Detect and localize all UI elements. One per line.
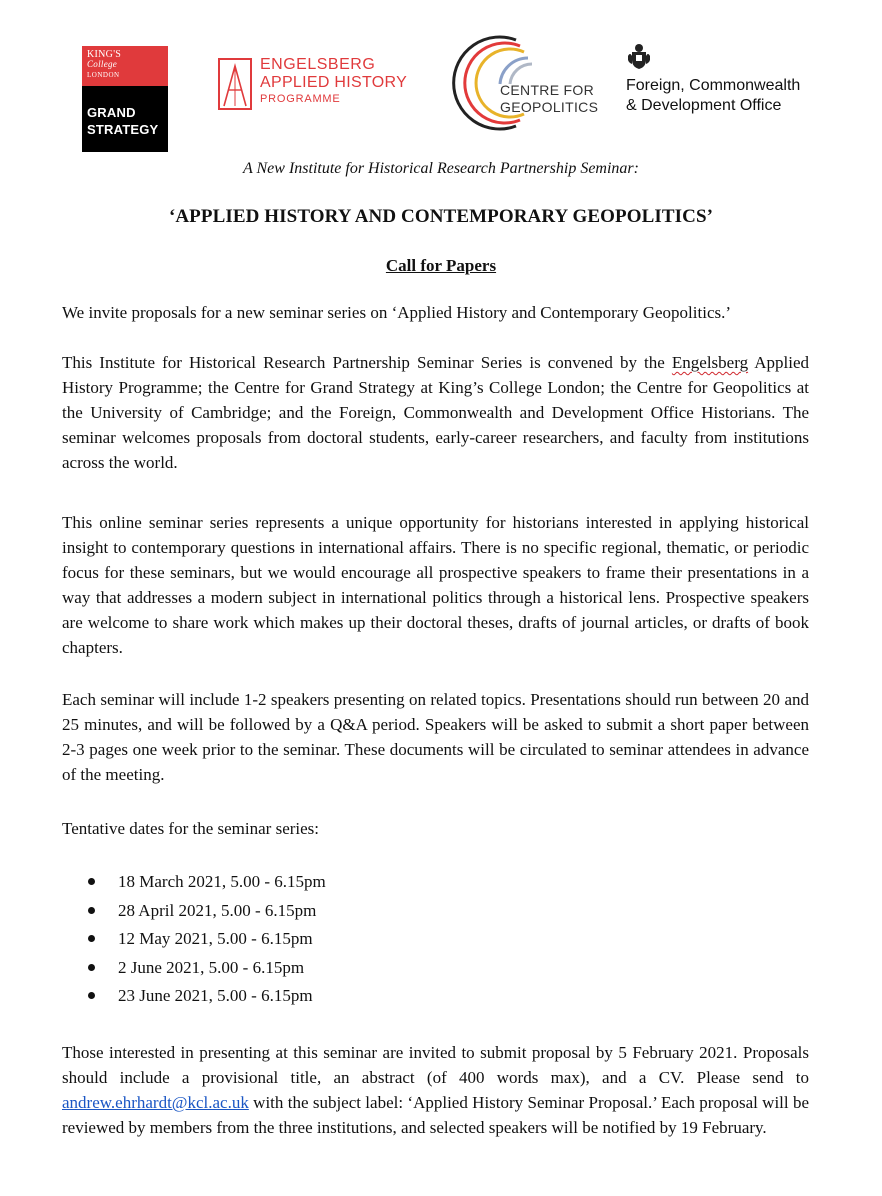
engelsberg-line3: PROGRAMME (260, 93, 341, 105)
list-item (88, 868, 326, 897)
spellcheck-flagged-word: Engelsberg (671, 353, 749, 372)
conveners-text-b: Applied History Programme; the Centre for Grand Strategy at King’s College London; the Centre for Geopolitics at the University of Cambridge; and the Foreign, Commonwealth and Development Office Historians. The seminar welcomes proposals from doctoral students, early-career researchers, and faculty from institutions across the world. (62, 353, 809, 472)
opportunity-paragraph: This online seminar series represents a unique opportunity for historians interested in applying historical insight to contemporary questions in international affairs. There is no specific regional, thematic, or periodic focus for these seminars, but we would encourage all prospective speakers to frame their presentations in a way that addresses a modern subject in international politics through a historical lens. Prospective speakers are welcome to share work which makes up their doctoral theses, drafts of journal articles, or drafts of book chapters. (62, 513, 809, 657)
centre-for-geopolitics-logo (440, 32, 610, 132)
call-for-papers-heading: Call for Papers (385, 256, 497, 275)
logo-bar (0, 28, 882, 138)
list-item (88, 982, 326, 1011)
date-text: 18 March 2021, 5.00 - 6.15pm (118, 872, 326, 891)
kcl-grand-strategy-logo (82, 46, 168, 152)
submission-text-b: with the subject label: ‘Applied History Seminar Proposal.’ Each proposal will be reviewed by members from the three institutions, and selected speakers will be notified by 19 February. (62, 1093, 809, 1137)
seminar-title: ‘APPLIED HISTORY AND CONTEMPORARY GEOPOLITICS’ (168, 206, 714, 227)
engelsberg-logo (218, 56, 418, 136)
cfg-text (500, 82, 598, 116)
format-paragraph: Each seminar will include 1-2 speakers presenting on related topics. Presentations should run between 20 and 25 minutes, and will be followed by a Q&A period. Speakers will be asked to submit a short paper between 2-3 pages one week prior to the seminar. These documents will be circulated to seminar attendees in advance of the meeting. (62, 690, 809, 784)
kcl-grand: GRAND (87, 105, 136, 120)
bullet-icon (88, 907, 95, 914)
engelsberg-line2: APPLIED HISTORY (260, 74, 408, 91)
engelsberg-line1: ENGELSBERG (260, 56, 376, 73)
bullet-icon (88, 992, 95, 999)
kcl-line2: College (87, 59, 118, 69)
kcl-line1: KING'S (87, 49, 122, 60)
royal-crest-icon (626, 42, 652, 70)
kcl-red-block (82, 46, 168, 86)
date-text: 23 June 2021, 5.00 - 6.15pm (118, 986, 313, 1005)
date-text: 12 May 2021, 5.00 - 6.15pm (118, 929, 313, 948)
bullet-icon (88, 878, 95, 885)
email-link[interactable]: andrew.ehrhardt@kcl.ac.uk (62, 1093, 249, 1112)
list-item (88, 897, 326, 926)
fcdo-line1: Foreign, Commonwealth (626, 77, 801, 94)
fcdo-logo (626, 42, 826, 122)
cfg-line2: GEOPOLITICS (500, 99, 599, 115)
kcl-strategy: STRATEGY (87, 122, 159, 137)
cfg-line1: CENTRE FOR (500, 82, 594, 98)
engelsberg-a-mark-icon (218, 58, 252, 110)
list-item (88, 925, 326, 954)
fcdo-line2: & Development Office (626, 97, 782, 114)
bullet-icon (88, 935, 95, 942)
intro-paragraph: We invite proposals for a new seminar series on ‘Applied History and Contemporary Geopolitics.’ (62, 303, 732, 322)
submission-paragraph (62, 1040, 809, 1140)
list-item (88, 954, 326, 983)
date-text: 2 June 2021, 5.00 - 6.15pm (118, 957, 305, 977)
conveners-paragraph (62, 350, 809, 475)
dates-intro: Tentative dates for the seminar series: (62, 819, 320, 838)
dates-list (88, 868, 326, 1011)
bullet-icon (88, 964, 95, 971)
engelsberg-text (260, 56, 407, 106)
conveners-text-a: This Institute for Historical Research Partnership Seminar Series is convened by the (62, 353, 672, 372)
kcl-line3: LONDON (87, 71, 120, 79)
submission-text-a: Those interested in presenting at this seminar are invited to submit proposal by 5 February 2021. Proposals should include a provisional title, an abstract (of 400 words max), and a CV. Please send to (62, 1043, 809, 1087)
date-text: 28 April 2021, 5.00 - 6.15pm (118, 900, 317, 920)
fcdo-text (626, 76, 800, 116)
seminar-subtitle: A New Institute for Historical Research Partnership Seminar: (243, 160, 639, 177)
kcl-grand-strategy-text (87, 104, 158, 138)
